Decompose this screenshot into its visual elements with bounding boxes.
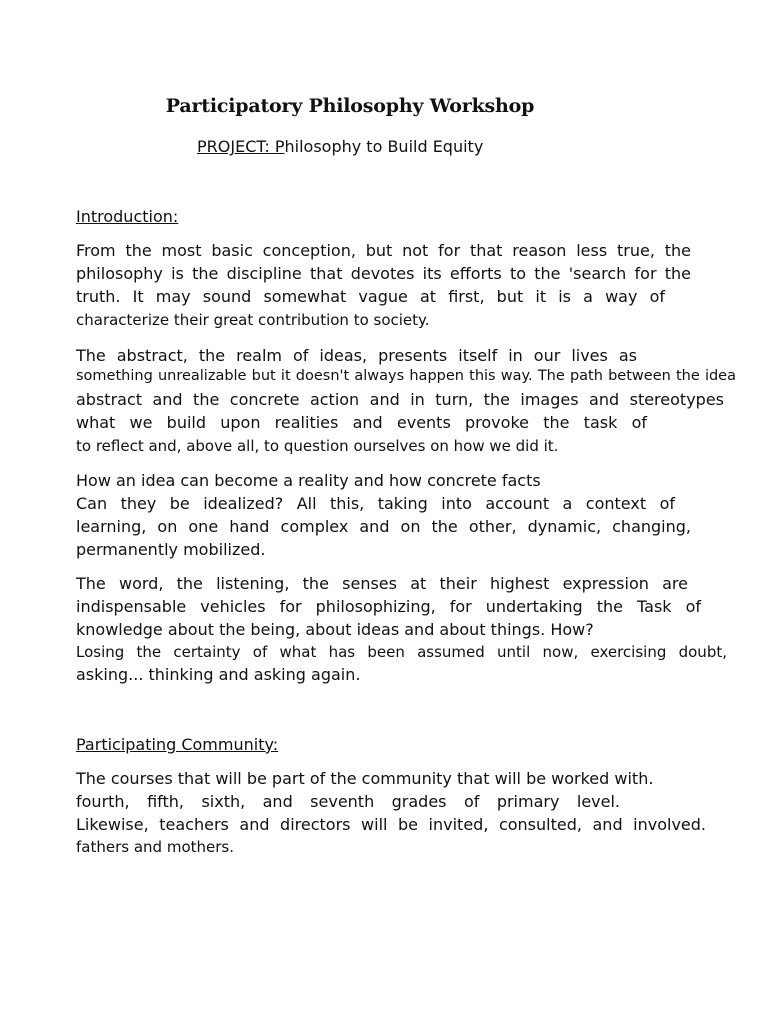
paragraph-line: How an idea can become a reality and how concrete facts (76, 471, 541, 490)
paragraph-line: to reflect and, above all, to question ourselves on how we did it. (76, 437, 559, 455)
paragraph-line: truth. It may sound somewhat vague at first, but it is a way of (76, 287, 665, 306)
paragraph-line: indispensable vehicles for philosophizing, for undertaking the Task of (76, 597, 701, 616)
paragraph-line: The word, the listening, the senses at their highest expression are (76, 574, 688, 593)
paragraph-line: Losing the certainty of what has been assumed until now, exercising doubt, (76, 643, 727, 661)
paragraph-line: what we build upon realities and events provoke the task of (76, 413, 647, 432)
paragraph-line: asking... thinking and asking again. (76, 665, 361, 684)
introduction-heading: Introduction: (76, 207, 179, 226)
project-name: hilosophy to Build Equity (284, 137, 484, 156)
paragraph-line: knowledge about the being, about ideas and about things. How? (76, 620, 594, 639)
paragraph-line: learning, on one hand complex and on the other, dynamic, changing, (76, 517, 691, 536)
paragraph-line: Likewise, teachers and directors will be invited, consulted, and involved. (76, 815, 706, 834)
paragraph-line: From the most basic conception, but not for that reason less true, the (76, 241, 691, 260)
paragraph-line: permanently mobilized. (76, 540, 266, 559)
paragraph-line: abstract and the concrete action and in turn, the images and stereotypes (76, 390, 724, 409)
project-label: PROJECT: P (197, 137, 285, 156)
paragraph-line: characterize their great contribution to society. (76, 311, 430, 329)
document-title (0, 95, 700, 117)
paragraph-line: The courses that will be part of the community that will be worked with. (76, 769, 654, 788)
paragraph-line: fathers and mothers. (76, 838, 234, 856)
project-subtitle (197, 137, 483, 156)
document-title-text: Participatory Philosophy Workshop (165, 95, 535, 117)
paragraph-line: something unrealizable but it doesn't always happen this way. The path between the idea (76, 368, 736, 384)
paragraph-line: fourth, fifth, sixth, and seventh grades of primary level. (76, 792, 620, 811)
paragraph-line: Can they be idealized? All this, taking into account a context of (76, 494, 675, 513)
paragraph-line: The abstract, the realm of ideas, presents itself in our lives as (76, 346, 637, 365)
community-heading: Participating Community: (76, 735, 279, 754)
paragraph-line: philosophy is the discipline that devotes its efforts to the 'search for the (76, 264, 691, 283)
